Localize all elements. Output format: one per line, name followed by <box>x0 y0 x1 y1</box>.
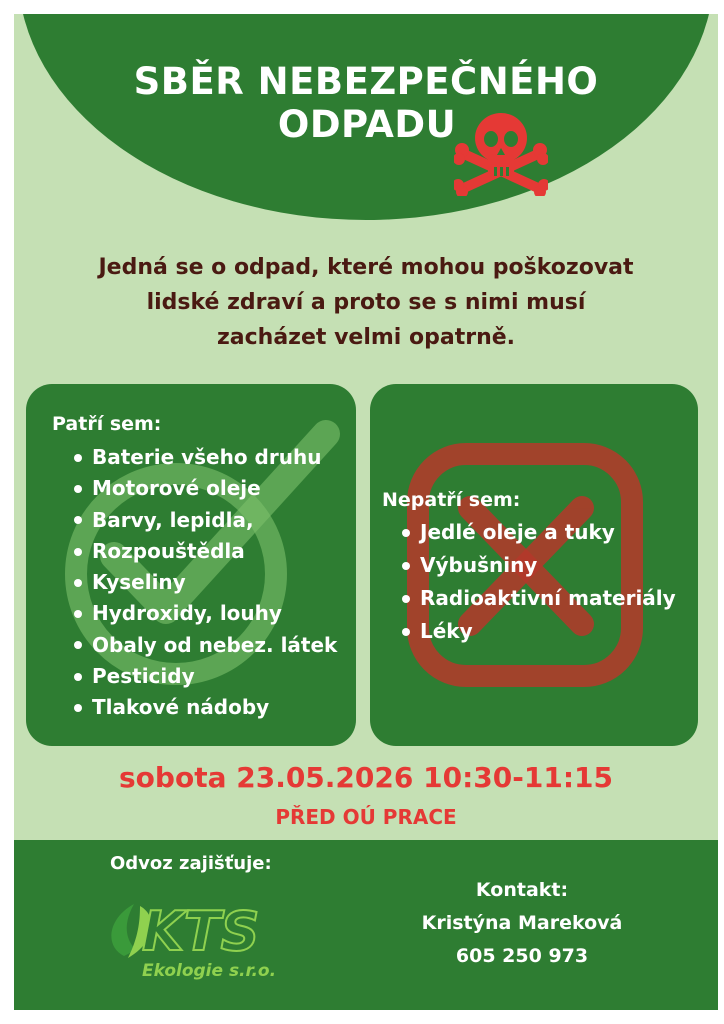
allowed-item: Hydroxidy, louhy <box>72 598 337 629</box>
not-allowed-item: Výbušniny <box>400 549 676 582</box>
allowed-items-panel <box>26 384 356 746</box>
not-allowed-heading: Nepatří sem: <box>382 489 521 511</box>
contact-label: Kontakt: <box>475 879 569 901</box>
event-date-time: sobota 23.05.2026 10:30-11:15 <box>119 761 613 794</box>
event-place: PŘED OÚ PRACE <box>275 805 457 829</box>
kts-logo <box>94 892 304 984</box>
contact-name: Kristýna Mareková <box>421 912 623 934</box>
allowed-list <box>72 442 337 724</box>
not-allowed-item: Jedlé oleje a tuky <box>400 516 676 549</box>
title-line-1: SBĚR NEBEZPEČNÉHO <box>133 60 599 103</box>
not-allowed-item: Radioaktivní materiály <box>400 582 676 615</box>
allowed-item: Obaly od nebez. látek <box>72 630 337 661</box>
intro-text <box>54 250 678 355</box>
logo-text-sub: Ekologie s.r.o. <box>142 961 277 981</box>
logo-text-main: KTS <box>142 900 260 963</box>
intro-line-1: Jedná se o odpad, které mohou poškozovat <box>98 255 634 280</box>
allowed-heading: Patří sem: <box>52 413 162 435</box>
not-allowed-list <box>400 516 676 648</box>
allowed-item: Barvy, lepidla, <box>72 505 337 536</box>
not-allowed-item: Léky <box>400 615 676 648</box>
allowed-item: Baterie všeho druhu <box>72 442 337 473</box>
allowed-item: Tlakové nádoby <box>72 692 337 723</box>
contact-phone: 605 250 973 <box>455 945 589 967</box>
not-allowed-items-panel <box>370 384 698 746</box>
page-title <box>14 60 718 146</box>
title-line-2: ODPADU <box>277 103 457 146</box>
intro-line-2: lidské zdraví a proto se s nimi musí <box>146 290 586 315</box>
allowed-item: Pesticidy <box>72 661 337 692</box>
transport-label: Odvoz zajišťuje: <box>110 853 272 874</box>
allowed-item: Rozpouštědla <box>72 536 337 567</box>
poster <box>14 14 718 1010</box>
allowed-item: Kyseliny <box>72 567 337 598</box>
intro-line-3: zacházet velmi opatrně. <box>216 325 516 350</box>
contact-block <box>400 874 644 973</box>
footer <box>14 840 718 1010</box>
allowed-item: Motorové oleje <box>72 473 337 504</box>
skull-crossbones-icon <box>454 110 548 196</box>
